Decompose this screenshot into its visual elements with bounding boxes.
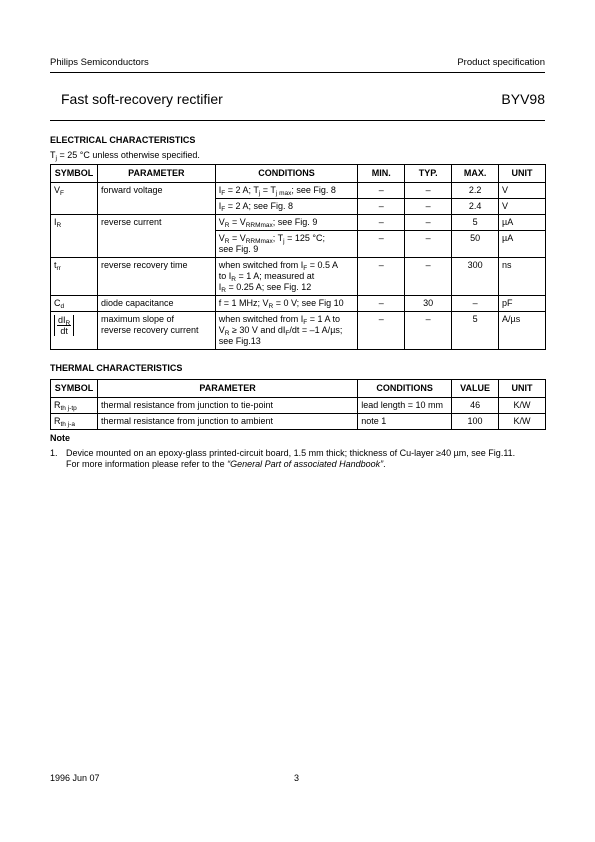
symbol-cell (51, 312, 98, 350)
min-cell: – (358, 215, 405, 231)
note-text: Device mounted on an epoxy-glass printed-circuit board, 1.5 mm thick; thickness of Cu-layer ≥40 µm, see Fig.11. For more information please refer to the “General Part of associated Handbook”. (66, 448, 516, 469)
value-cell: 46 (452, 398, 499, 414)
conditions-cell: $I_F = 2$ A; $T_j = T_{j max}$; see Fig. 8 (215, 183, 358, 199)
note-number: 1. (50, 448, 58, 458)
electrical-heading: ELECTRICAL CHARACTERISTICS (50, 135, 196, 145)
symbol-cell: $R_{th j-tp}$ (51, 398, 98, 414)
value-cell: 100 (452, 414, 499, 430)
note-heading: Note (50, 433, 70, 443)
max-cell: 300 (452, 258, 499, 296)
thermal-table (50, 379, 546, 430)
table-row (51, 414, 546, 430)
unit-cell: A/µs (499, 312, 546, 350)
column-header: MAX. (452, 165, 499, 183)
typ-cell: – (405, 312, 452, 350)
max-cell: – (452, 296, 499, 312)
symbol-cell: $t_{rr}$ (51, 258, 98, 296)
conditions-cell: note 1 (358, 414, 452, 430)
unit-cell: pF (499, 296, 546, 312)
parameter-cell: forward voltage (97, 183, 215, 215)
header-rule (50, 72, 545, 73)
unit-cell: V (499, 183, 546, 199)
table-row (51, 258, 546, 296)
electrical-table (50, 164, 546, 350)
table-row (51, 312, 546, 350)
conditions-cell: f = 1 MHz; $V_R = 0$ V; see Fig 10 (215, 296, 358, 312)
table-row (51, 296, 546, 312)
document-type: Product specification (457, 57, 545, 68)
min-cell: – (358, 199, 405, 215)
table-row (51, 215, 546, 231)
table-header-row (51, 380, 546, 398)
column-header: TYP. (405, 165, 452, 183)
column-header: UNIT (499, 380, 546, 398)
min-cell: – (358, 312, 405, 350)
max-cell: 2.2 (452, 183, 499, 199)
page-number: 3 (294, 773, 300, 783)
column-header: UNIT (499, 165, 546, 183)
column-header: MIN. (358, 165, 405, 183)
unit-cell: µA (499, 231, 546, 258)
column-header: SYMBOL (51, 165, 98, 183)
max-cell: 5 (452, 312, 499, 350)
conditions-cell: $V_R = V_{RRMmax}$; see Fig. 9 (215, 215, 358, 231)
table-row (51, 398, 546, 414)
column-header: SYMBOL (51, 380, 98, 398)
typ-cell: – (405, 258, 452, 296)
typ-cell: – (405, 183, 452, 199)
parameter-cell: thermal resistance from junction to tie-point (97, 398, 357, 414)
unit-cell: K/W (499, 398, 546, 414)
parameter-cell: diode capacitance (97, 296, 215, 312)
column-header: PARAMETER (97, 165, 215, 183)
column-header: VALUE (452, 380, 499, 398)
unit-cell: K/W (499, 414, 546, 430)
min-cell: – (358, 258, 405, 296)
symbol-cell: $R_{th j-a}$ (51, 414, 98, 430)
min-cell: – (358, 183, 405, 199)
column-header: PARAMETER (97, 380, 357, 398)
typ-cell: 30 (405, 296, 452, 312)
conditions-cell: when switched from $I_F = 1$ A to $V_R \ge 30$ V and $dI_F/dt = -1$ A/µs; see Fig.13 (215, 312, 358, 350)
table-row (51, 183, 546, 199)
company-name: Philips Semiconductors (50, 57, 149, 68)
max-cell: 5 (452, 215, 499, 231)
conditions-cell: when switched from $I_F = 0.5$ A to $I_R = 1$ A; measured at $I_R = 0.25$ A; see Fig. 12 (215, 258, 358, 296)
typ-cell: – (405, 231, 452, 258)
parameter-cell: maximum slope of reverse recovery current (97, 312, 215, 350)
parameter-cell: reverse recovery time (97, 258, 215, 296)
symbol-cell: $C_d$ (51, 296, 98, 312)
conditions-cell: $V_R = V_{RRMmax}$; $T_j = 125$ °C; see Fig. 9 (215, 231, 358, 258)
unit-cell: µA (499, 215, 546, 231)
min-cell: – (358, 231, 405, 258)
max-cell: 2.4 (452, 199, 499, 215)
min-cell: – (358, 296, 405, 312)
parameter-cell: reverse current (97, 215, 215, 258)
typ-cell: – (405, 199, 452, 215)
symbol-cell: $I_R$ (51, 215, 98, 258)
title-rule (50, 120, 545, 121)
conditions-cell: lead length = 10 mm (358, 398, 452, 414)
unit-cell: ns (499, 258, 546, 296)
part-number: BYV98 (501, 91, 545, 107)
footer-date: 1996 Jun 07 (50, 773, 100, 783)
max-cell: 50 (452, 231, 499, 258)
typ-cell: – (405, 215, 452, 231)
thermal-heading: THERMAL CHARACTERISTICS (50, 363, 183, 373)
electrical-condition-note: $T_j = 25$ °C unless otherwise specified. (50, 150, 200, 162)
fraction-symbol: $\frac{dI_R}{dt}$ (54, 315, 74, 336)
unit-cell: V (499, 199, 546, 215)
table-header-row (51, 165, 546, 183)
column-header: CONDITIONS (358, 380, 452, 398)
symbol-cell: $V_F$ (51, 183, 98, 215)
conditions-cell: $I_F = 2$ A; see Fig. 8 (215, 199, 358, 215)
document-title: Fast soft-recovery rectifier (61, 91, 223, 107)
parameter-cell: thermal resistance from junction to ambient (97, 414, 357, 430)
column-header: CONDITIONS (215, 165, 358, 183)
